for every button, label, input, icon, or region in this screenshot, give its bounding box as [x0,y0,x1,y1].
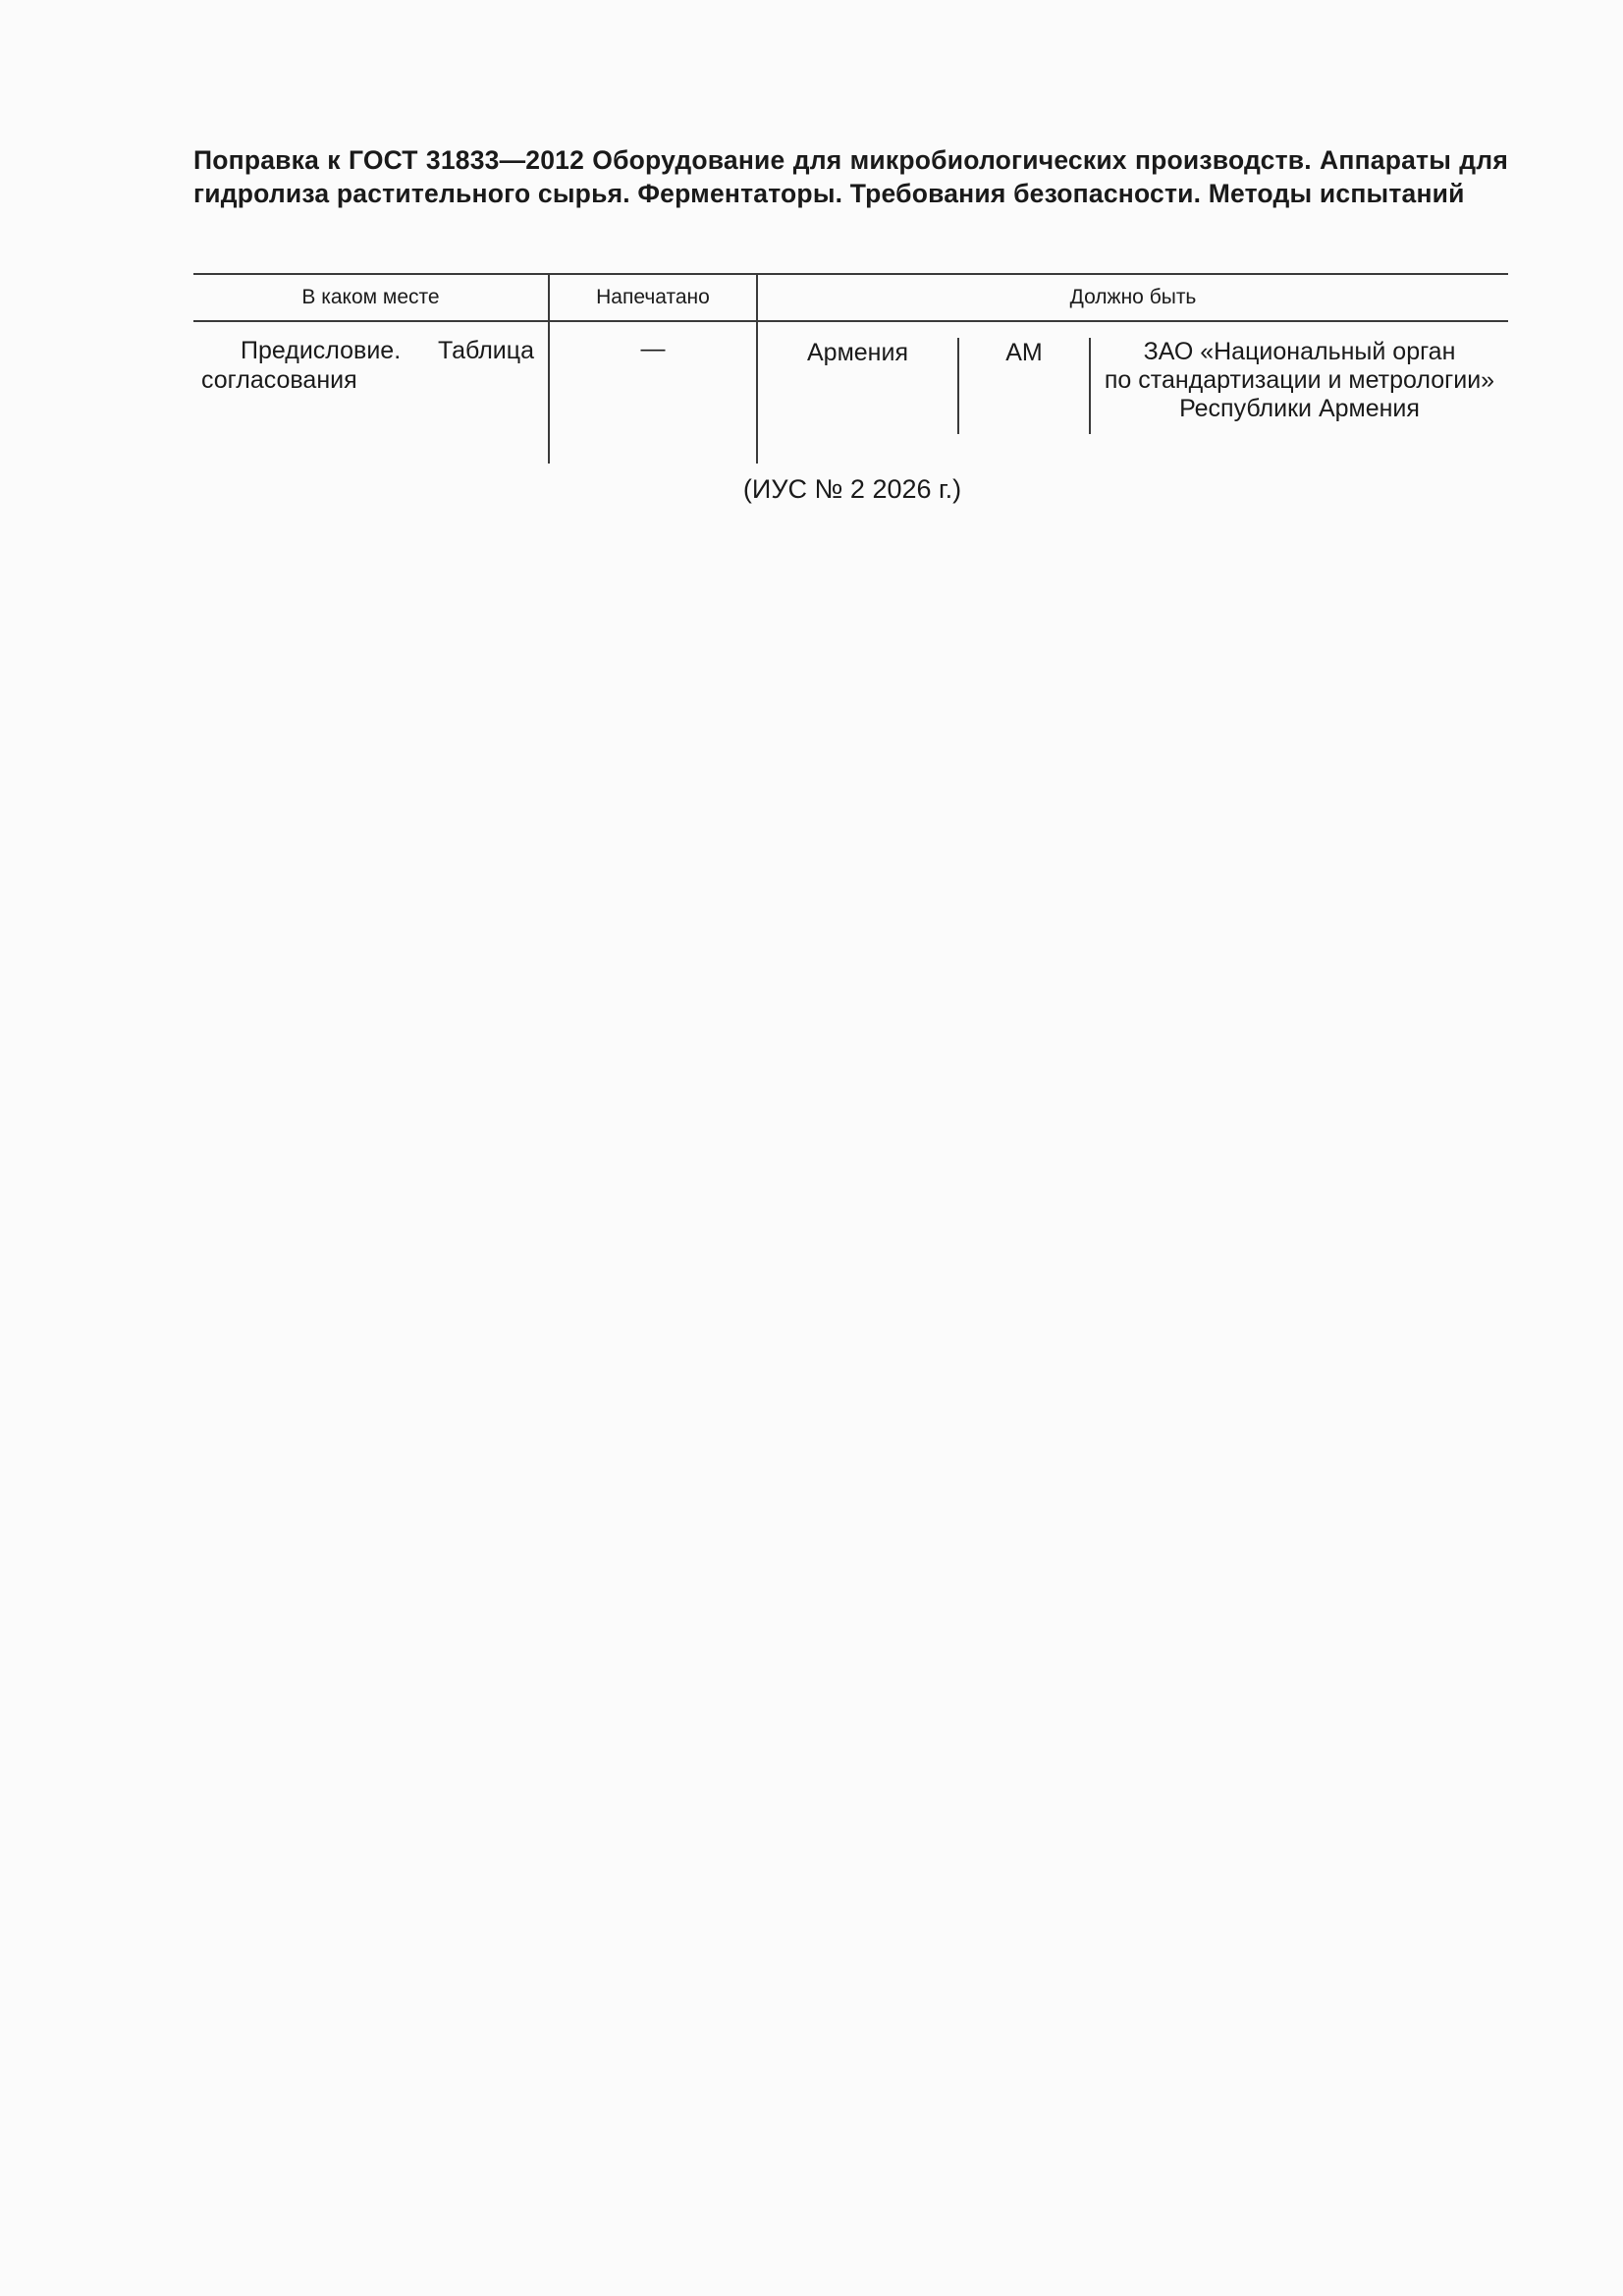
cell-should-be [757,321,1508,464]
table-row [193,321,1508,464]
organization-line: по стандартизации и метрологии» [1104,366,1495,394]
where-text: Предисловие. Таблица согласования [201,337,534,394]
header-printed: Напечатано [549,274,757,321]
page-content [193,143,1508,422]
organization-line: ЗАО «Национальный орган [1143,338,1456,365]
amendment-table [193,273,1508,464]
organization-line: Республики Армения [1179,395,1420,422]
cell-where [193,321,549,464]
header-should-be: Должно быть [757,274,1508,321]
document-title: Поправка к ГОСТ 31833—2012 Оборудование для микробиологических производств. Аппараты для гидролиза растительного сырья. Ферментаторы. Требования безопасности. Методы испытаний [193,145,1508,208]
should-be-country: Армения [807,339,908,366]
ius-reference: (ИУС № 2 2026 г.) [742,474,962,504]
table-header-row [193,274,1508,321]
cell-printed: — [549,321,757,464]
should-be-code: AM [957,338,1089,434]
should-be-organization [1089,338,1508,434]
header-where: В каком месте [193,274,549,321]
should-be-group [758,322,1508,434]
